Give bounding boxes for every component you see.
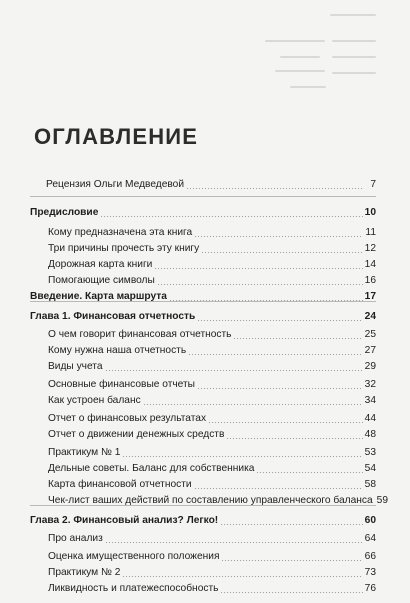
dot-leader <box>122 576 362 577</box>
dot-leader <box>220 524 362 525</box>
toc-entry-title: Рецензия Ольги Медведевой <box>46 179 185 190</box>
toc-page-number: 29 <box>364 361 376 372</box>
toc-entry-title: Кому предназначена эта книга <box>48 227 193 238</box>
toc-chapter-entry[interactable] <box>30 513 376 529</box>
toc-page-number: 25 <box>364 329 376 340</box>
toc-page-number: 58 <box>364 479 376 490</box>
toc-entry-title: Дельные советы. Баланс для собственника <box>48 463 255 474</box>
toc-entry[interactable] <box>30 427 376 443</box>
toc-page-number: 17 <box>364 291 376 302</box>
toc-page-number: 54 <box>364 463 376 474</box>
dot-leader <box>100 216 362 217</box>
dot-leader <box>233 338 362 339</box>
toc-page-number: 59 <box>376 495 388 506</box>
toc-page-number: 7 <box>370 179 376 190</box>
toc-entry[interactable] <box>30 549 376 565</box>
toc-page-number: 11 <box>365 227 376 238</box>
toc-entry[interactable] <box>30 359 376 375</box>
toc-page-number: 76 <box>364 583 376 594</box>
toc-entry-title: Оценка имущественного положения <box>48 551 220 562</box>
toc-entry-title: Предисловие <box>30 207 99 218</box>
toc-chapter-entry[interactable] <box>30 309 376 325</box>
toc-page-number: 24 <box>364 311 376 322</box>
dot-leader <box>197 320 362 321</box>
toc-page-number: 14 <box>364 259 376 270</box>
toc-entry[interactable] <box>30 241 376 257</box>
toc-entry[interactable] <box>30 581 376 597</box>
dot-leader <box>194 488 363 489</box>
toc-entry-title: Глава 1. Финансовая отчетность <box>30 311 196 322</box>
dot-leader <box>226 438 362 439</box>
separator-line <box>30 196 376 197</box>
toc-page-number: 48 <box>364 429 376 440</box>
dot-leader <box>154 268 362 269</box>
dot-leader <box>188 354 363 355</box>
toc-entry[interactable] <box>30 257 376 273</box>
dot-leader <box>105 542 363 543</box>
dot-leader <box>201 252 362 253</box>
toc-entry-title: Кому нужна наша отчетность <box>48 345 187 356</box>
toc-page-number: 27 <box>364 345 376 356</box>
toc-page-number: 10 <box>364 207 376 218</box>
toc-entry[interactable] <box>30 445 376 461</box>
toc-entry-title: Карта финансовой отчетности <box>48 479 192 490</box>
toc-entry-title: Глава 2. Финансовый анализ? Легко! <box>30 515 219 526</box>
toc-entry[interactable] <box>30 377 376 393</box>
dot-leader <box>208 422 363 423</box>
toc-entry-title: Отчет о финансовых результатах <box>48 413 207 424</box>
dot-leader <box>186 188 364 189</box>
toc-entry-title: Дорожная карта книги <box>48 259 153 270</box>
toc-entry-title: Чек-лист ваших действий по составлению управленческого баланса <box>48 495 373 506</box>
toc-chapter-entry[interactable] <box>30 205 376 221</box>
toc-page-number: 73 <box>364 567 376 578</box>
toc-entry-title: Помогающие символы <box>48 275 155 286</box>
toc-entry[interactable] <box>30 531 376 547</box>
dot-leader <box>157 284 363 285</box>
toc-page-number: 32 <box>364 379 376 390</box>
toc-entry[interactable] <box>30 493 388 509</box>
toc-entry[interactable] <box>30 343 376 359</box>
toc-page-number: 66 <box>364 551 376 562</box>
toc-page-number: 16 <box>364 275 376 286</box>
toc-entry-title: О чем говорит финансовая отчетность <box>48 329 232 340</box>
dot-leader <box>122 456 362 457</box>
toc-entry-title: Три причины прочесть эту книгу <box>48 243 200 254</box>
dot-leader <box>220 592 362 593</box>
toc-entry[interactable] <box>30 177 376 193</box>
toc-entry-title: Отчет о движении денежных средств <box>48 429 225 440</box>
toc-entry[interactable] <box>30 273 376 289</box>
toc-chapter-entry[interactable] <box>30 289 376 305</box>
dot-leader <box>194 236 363 237</box>
toc-entry-title: Введение. Карта маршрута <box>30 291 167 302</box>
toc-entry-title: Практикум № 1 <box>48 447 121 458</box>
toc-entry-title: Про анализ <box>48 533 103 544</box>
dot-leader <box>105 370 363 371</box>
toc-entry[interactable] <box>30 565 376 581</box>
toc-page-number: 60 <box>364 515 376 526</box>
toc-page-number: 12 <box>364 243 376 254</box>
toc-entry-title: Основные финансовые отчеты <box>48 379 195 390</box>
dot-leader <box>169 300 363 301</box>
toc-entry-title: Как устроен баланс <box>48 395 141 406</box>
toc-entry[interactable] <box>30 225 376 241</box>
toc-page-number: 53 <box>364 447 376 458</box>
dot-leader <box>221 560 362 561</box>
toc-page-number: 44 <box>364 413 376 424</box>
toc-entry[interactable] <box>30 461 376 477</box>
dot-leader <box>197 388 363 389</box>
toc-entry[interactable] <box>30 327 376 343</box>
toc-entry-title: Ликвидность и платежеспособность <box>48 583 219 594</box>
toc-entry-title: Практикум № 2 <box>48 567 121 578</box>
dot-leader <box>143 404 363 405</box>
page-title: ОГЛАВЛЕНИЕ <box>34 124 199 149</box>
toc-entry[interactable] <box>30 393 376 409</box>
toc-entry[interactable] <box>30 411 376 427</box>
toc-entry[interactable] <box>30 477 376 493</box>
toc-entry-title: Виды учета <box>48 361 103 372</box>
dot-leader <box>256 472 362 473</box>
toc-page-number: 34 <box>364 395 376 406</box>
previous-page-bleed-through <box>0 0 410 100</box>
toc-page-number: 64 <box>364 533 376 544</box>
